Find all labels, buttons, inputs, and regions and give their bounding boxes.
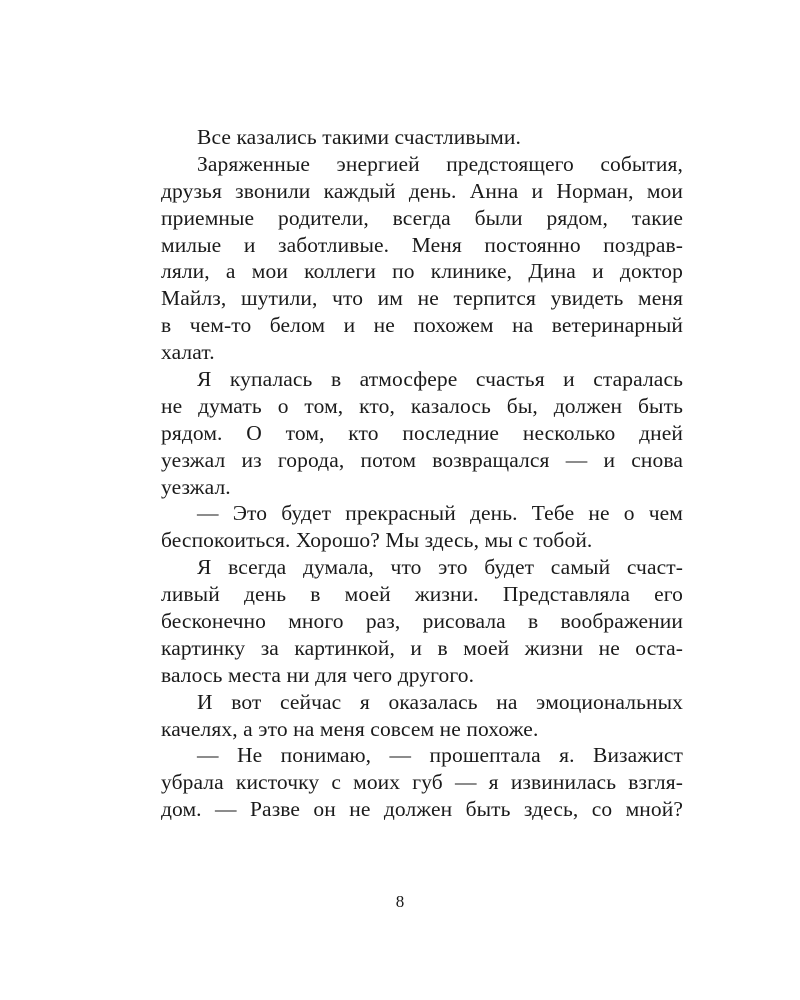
text-line: — Это будет прекрасный день. Тебе не о чем	[197, 501, 683, 526]
text-line: картинку за картинкой, и в моей жизни не оста-	[161, 635, 683, 660]
text-line: милые и заботливые. Меня постоянно поздрав-	[161, 232, 683, 257]
text-line: качелях, а это на меня совсем не похоже.	[161, 716, 539, 741]
body-text	[161, 124, 683, 823]
text-line: дом. — Разве он не должен быть здесь, со мной?	[161, 797, 683, 822]
text-line: беспокоиться. Хорошо? Мы здесь, мы с тобой.	[161, 528, 593, 553]
text-line: приемные родители, всегда были рядом, такие	[161, 205, 683, 230]
text-line: — Не понимаю, — прошептала я. Визажист	[197, 743, 683, 768]
text-line: валось места ни для чего другого.	[161, 662, 475, 687]
text-line: друзья звонили каждый день. Анна и Норман, мои	[161, 178, 683, 203]
text-line: Я всегда думала, что это будет самый счаст-	[197, 555, 683, 580]
text-line: уезжал.	[161, 474, 231, 499]
text-line: Все казались такими счастливыми.	[197, 125, 521, 149]
text-line: Заряженные энергией предстоящего события,	[197, 151, 683, 176]
text-line: И вот сейчас я оказалась на эмоциональных	[197, 689, 683, 714]
text-line: Майлз, шутили, что им не терпится увидеть меня	[161, 286, 683, 311]
text-line: халат.	[161, 340, 215, 365]
text-line: ливый день в моей жизни. Представляла его	[161, 582, 683, 607]
text-line: Я купалась в атмосфере счастья и старалась	[197, 367, 683, 392]
text-line: убрала кисточку с моих губ — я извинилась взгля-	[161, 770, 683, 795]
text-line: бесконечно много раз, рисовала в воображении	[161, 609, 683, 634]
page-number: 8	[395, 892, 405, 911]
text-line: ляли, а мои коллеги по клинике, Дина и доктор	[161, 259, 683, 284]
text-line: в чем-то белом и не похожем на ветеринарный	[161, 313, 683, 338]
text-line: уезжал из города, потом возвращался — и снова	[161, 447, 683, 472]
text-line: не думать о том, кто, казалось бы, должен быть	[161, 393, 683, 418]
text-line: рядом. О том, кто последние несколько дней	[161, 420, 683, 445]
